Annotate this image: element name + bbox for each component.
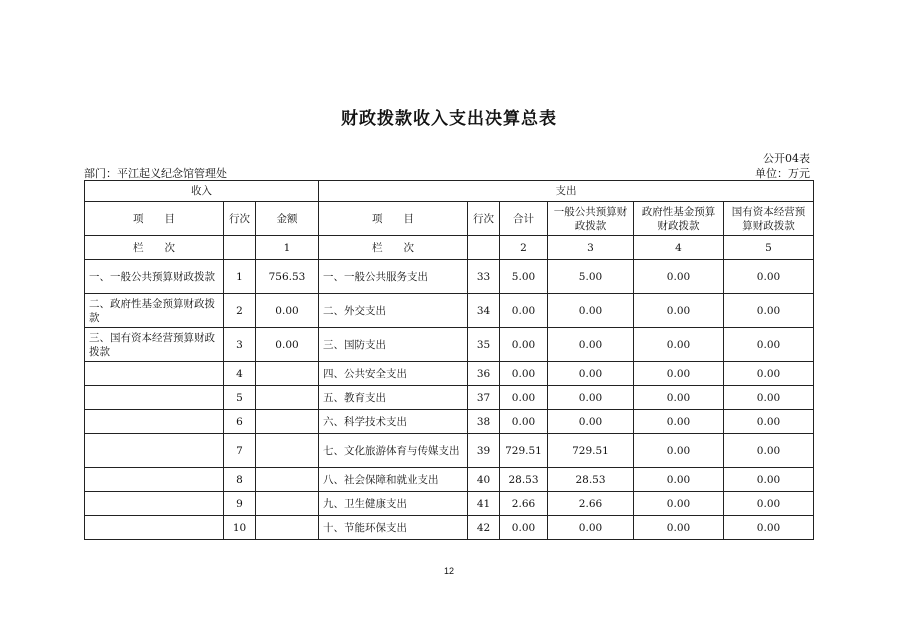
expense-item: 十、节能环保支出 <box>319 516 468 540</box>
gov-fund-value: 0.00 <box>634 362 724 386</box>
expense-item: 六、科学技术支出 <box>319 410 468 434</box>
soe-capital-value: 0.00 <box>724 492 814 516</box>
column-number-row <box>85 236 814 260</box>
total-value: 0.00 <box>500 294 548 328</box>
table-row <box>85 468 814 492</box>
general-budget-value: 0.00 <box>548 410 634 434</box>
income-amount <box>256 410 319 434</box>
amount-header: 金额 <box>256 202 319 236</box>
soe-capital-value: 0.00 <box>724 260 814 294</box>
income-row-no: 3 <box>224 328 256 362</box>
soe-capital-value: 0.00 <box>724 294 814 328</box>
expense-row-no: 33 <box>468 260 500 294</box>
expense-item-header: 项 目 <box>319 202 468 236</box>
income-row-no: 7 <box>224 434 256 468</box>
soe-capital-value: 0.00 <box>724 516 814 540</box>
income-row-no: 10 <box>224 516 256 540</box>
income-amount: 756.53 <box>256 260 319 294</box>
income-row-no: 6 <box>224 410 256 434</box>
gov-fund-value: 0.00 <box>634 328 724 362</box>
expense-item: 一、一般公共服务支出 <box>319 260 468 294</box>
income-item <box>85 468 224 492</box>
income-row-no: 2 <box>224 294 256 328</box>
income-header: 收入 <box>85 181 319 202</box>
table-row <box>85 260 814 294</box>
budget-summary-table <box>84 180 814 540</box>
expense-item: 九、卫生健康支出 <box>319 492 468 516</box>
col-num-3: 3 <box>548 236 634 260</box>
income-row-no: 9 <box>224 492 256 516</box>
soe-capital-value: 0.00 <box>724 468 814 492</box>
table-row <box>85 328 814 362</box>
gov-fund-value: 0.00 <box>634 434 724 468</box>
form-number: 公开04表 <box>763 152 810 165</box>
expense-item: 七、文化旅游体育与传媒支出 <box>319 434 468 468</box>
general-budget-value: 0.00 <box>548 328 634 362</box>
general-budget-value: 28.53 <box>548 468 634 492</box>
table-row <box>85 386 814 410</box>
general-budget-value: 0.00 <box>548 362 634 386</box>
soe-capital-value: 0.00 <box>724 410 814 434</box>
income-amount <box>256 386 319 410</box>
general-budget-value: 5.00 <box>548 260 634 294</box>
department-label: 部门：平江起义纪念馆管理处 <box>84 167 227 180</box>
gov-fund-value: 0.00 <box>634 260 724 294</box>
expense-item: 五、教育支出 <box>319 386 468 410</box>
column-label-expense: 栏 次 <box>319 236 468 260</box>
expense-row-no: 40 <box>468 468 500 492</box>
col-num-4: 4 <box>634 236 724 260</box>
table-row <box>85 516 814 540</box>
expense-item: 八、社会保障和就业支出 <box>319 468 468 492</box>
table-row <box>85 492 814 516</box>
general-budget-value: 2.66 <box>548 492 634 516</box>
income-item <box>85 516 224 540</box>
general-budget-header: 一般公共预算财政拨款 <box>548 202 634 236</box>
expense-row-no: 37 <box>468 386 500 410</box>
income-amount: 0.00 <box>256 294 319 328</box>
income-row-no: 4 <box>224 362 256 386</box>
header-row-sections <box>85 181 814 202</box>
expense-row-no-header: 行次 <box>468 202 500 236</box>
gov-fund-value: 0.00 <box>634 516 724 540</box>
income-item <box>85 492 224 516</box>
income-item <box>85 410 224 434</box>
col-num-1: 1 <box>256 236 319 260</box>
total-value: 0.00 <box>500 516 548 540</box>
table-row <box>85 294 814 328</box>
income-item <box>85 362 224 386</box>
expense-row-no: 41 <box>468 492 500 516</box>
gov-fund-value: 0.00 <box>634 492 724 516</box>
income-item-header: 项 目 <box>85 202 224 236</box>
page-title: 财政拨款收入支出决算总表 <box>341 109 557 129</box>
income-item: 二、政府性基金预算财政拨款 <box>85 294 224 328</box>
gov-fund-value: 0.00 <box>634 410 724 434</box>
income-amount: 0.00 <box>256 328 319 362</box>
column-label-income: 栏 次 <box>85 236 224 260</box>
expense-row-no: 36 <box>468 362 500 386</box>
expense-row-no: 39 <box>468 434 500 468</box>
income-row-no: 1 <box>224 260 256 294</box>
expense-item: 二、外交支出 <box>319 294 468 328</box>
soe-capital-header: 国有资本经营预算财政拨款 <box>724 202 814 236</box>
income-item <box>85 434 224 468</box>
income-amount <box>256 434 319 468</box>
gov-fund-value: 0.00 <box>634 468 724 492</box>
income-amount <box>256 468 319 492</box>
expense-row-no: 34 <box>468 294 500 328</box>
total-value: 0.00 <box>500 328 548 362</box>
general-budget-value: 729.51 <box>548 434 634 468</box>
expense-row-no: 42 <box>468 516 500 540</box>
income-amount <box>256 362 319 386</box>
total-value: 729.51 <box>500 434 548 468</box>
income-row-no-header: 行次 <box>224 202 256 236</box>
expense-row-no: 35 <box>468 328 500 362</box>
table-row <box>85 362 814 386</box>
soe-capital-value: 0.00 <box>724 328 814 362</box>
expense-item: 三、国防支出 <box>319 328 468 362</box>
unit-label: 单位：万元 <box>755 167 810 180</box>
income-row-no: 5 <box>224 386 256 410</box>
col-num-5: 5 <box>724 236 814 260</box>
expense-header: 支出 <box>319 181 814 202</box>
gov-fund-header: 政府性基金预算财政拨款 <box>634 202 724 236</box>
general-budget-value: 0.00 <box>548 294 634 328</box>
table-row <box>85 410 814 434</box>
income-row-no: 8 <box>224 468 256 492</box>
general-budget-value: 0.00 <box>548 386 634 410</box>
table-row <box>85 434 814 468</box>
total-value: 0.00 <box>500 386 548 410</box>
income-item <box>85 386 224 410</box>
income-amount <box>256 492 319 516</box>
total-value: 0.00 <box>500 410 548 434</box>
total-value: 0.00 <box>500 362 548 386</box>
total-header: 合计 <box>500 202 548 236</box>
income-amount <box>256 516 319 540</box>
total-value: 5.00 <box>500 260 548 294</box>
soe-capital-value: 0.00 <box>724 434 814 468</box>
total-value: 28.53 <box>500 468 548 492</box>
general-budget-value: 0.00 <box>548 516 634 540</box>
gov-fund-value: 0.00 <box>634 386 724 410</box>
soe-capital-value: 0.00 <box>724 362 814 386</box>
total-value: 2.66 <box>500 492 548 516</box>
expense-item: 四、公共安全支出 <box>319 362 468 386</box>
expense-row-no: 38 <box>468 410 500 434</box>
income-item: 一、一般公共预算财政拨款 <box>85 260 224 294</box>
page-number: 12 <box>443 566 454 576</box>
header-row-columns <box>85 202 814 236</box>
gov-fund-value: 0.00 <box>634 294 724 328</box>
income-item: 三、国有资本经营预算财政拨款 <box>85 328 224 362</box>
col-num-2: 2 <box>500 236 548 260</box>
soe-capital-value: 0.00 <box>724 386 814 410</box>
